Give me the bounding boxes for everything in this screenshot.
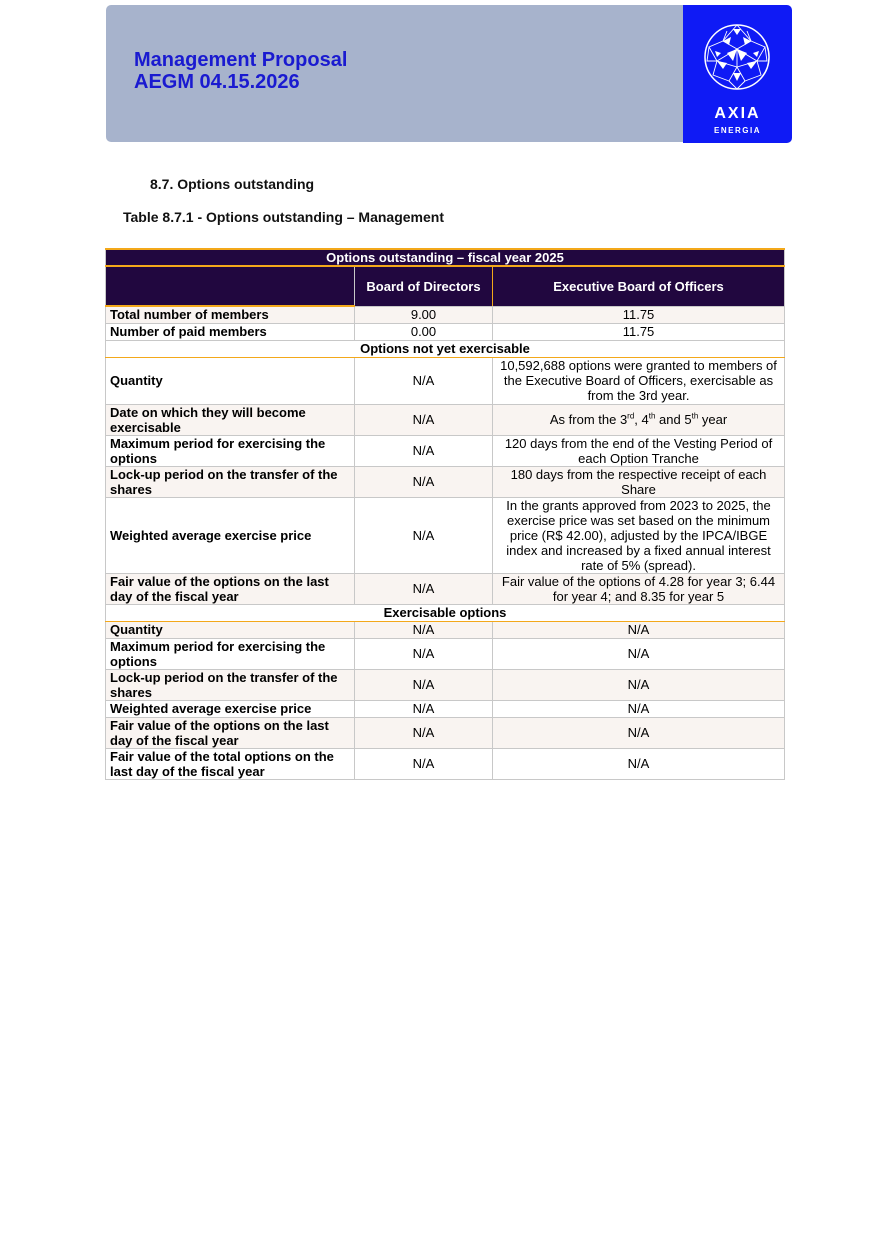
board-value: 0.00 [355,323,493,340]
column-header-board: Board of Directors [355,266,493,306]
row-label: Maximum period for exercising the options [106,435,355,466]
section-row [106,604,785,621]
row-label: Date on which they will become exercisable [106,404,355,435]
exec-text-a: As from the 3 [549,412,628,427]
table-title: Options outstanding – fiscal year 2025 [106,249,785,266]
section-row [106,340,785,357]
table-row [106,404,785,435]
table-caption: Table 8.7.1 - Options outstanding – Management [123,209,445,225]
row-label: Lock-up period on the transfer of the shares [106,669,355,700]
table-row [106,323,785,340]
row-label: Fair value of the options on the last day of the fiscal year [106,573,355,604]
board-value: N/A [355,669,493,700]
table-row [106,638,785,669]
logo-wordmark: AXIA [714,105,761,122]
table-row [106,717,785,748]
section-title-not-exercisable: Options not yet exercisable [106,340,785,357]
exec-value: 11.75 [493,323,785,340]
board-value: N/A [355,466,493,497]
table-row [106,466,785,497]
globe-icon [703,23,771,91]
row-label: Lock-up period on the transfer of the shares [106,466,355,497]
table-row [106,748,785,779]
exec-value: N/A [493,669,785,700]
board-value: N/A [355,435,493,466]
board-value: N/A [355,700,493,717]
title-line-1: Management Proposal [134,49,348,71]
ordinal-suffix: th [691,411,699,421]
table-row [106,357,785,404]
board-value: N/A [355,717,493,748]
board-value: N/A [355,497,493,573]
company-logo [683,5,792,143]
options-table [105,248,785,780]
board-value: N/A [355,748,493,779]
header-blank-cell [106,266,355,306]
row-label: Fair value of the total options on the last day of the fiscal year [106,748,355,779]
row-label: Weighted average exercise price [106,497,355,573]
exec-value: Fair value of the options of 4.28 for year 3; 6.44 for year 4; and 8.35 for year 5 [493,573,785,604]
logo-subtitle: ENERGIA [714,126,761,135]
row-label: Fair value of the options on the last day of the fiscal year [106,717,355,748]
section-title-exercisable: Exercisable options [106,604,785,621]
table-row [106,669,785,700]
exec-value: N/A [493,748,785,779]
row-label: Number of paid members [106,323,355,340]
header-band [106,5,683,142]
row-label: Quantity [106,621,355,638]
board-value: N/A [355,621,493,638]
board-value: N/A [355,573,493,604]
exec-value: In the grants approved from 2023 to 2025, the exercise price was set based on the minimum price (R$ 42.00), adjusted by the IPCA/IBGE index and increased by a fixed annual interest rate of 5% (spread). [493,497,785,573]
row-label: Total number of members [106,306,355,323]
exec-value [493,404,785,435]
table-row [106,573,785,604]
board-value: N/A [355,404,493,435]
table-row [106,700,785,717]
exec-value: 11.75 [493,306,785,323]
exec-value: N/A [493,638,785,669]
table-row [106,621,785,638]
row-label: Quantity [106,357,355,404]
board-value: N/A [355,357,493,404]
exec-value: 10,592,688 options were granted to members of the Executive Board of Officers, exercisable as from the 3rd year. [493,357,785,404]
column-header-exec: Executive Board of Officers [493,266,785,306]
ordinal-suffix: rd [627,411,635,421]
exec-value: 120 days from the end of the Vesting Period of each Option Tranche [493,435,785,466]
row-label: Weighted average exercise price [106,700,355,717]
exec-text-d: year [698,412,728,427]
table-row [106,306,785,323]
document-title [134,49,347,93]
table-row [106,435,785,466]
exec-value: N/A [493,700,785,717]
row-label: Maximum period for exercising the options [106,638,355,669]
exec-value: N/A [493,621,785,638]
section-heading: 8.7. Options outstanding [150,176,315,192]
board-value: 9.00 [355,306,493,323]
exec-value: N/A [493,717,785,748]
title-line-2: AEGM 04.15.2026 [134,71,300,93]
board-value: N/A [355,638,493,669]
ordinal-suffix: th [648,411,656,421]
exec-text-c: and 5 [655,412,692,427]
table-row [106,497,785,573]
exec-value: 180 days from the respective receipt of each Share [493,466,785,497]
exec-text-b: , 4 [634,412,649,427]
